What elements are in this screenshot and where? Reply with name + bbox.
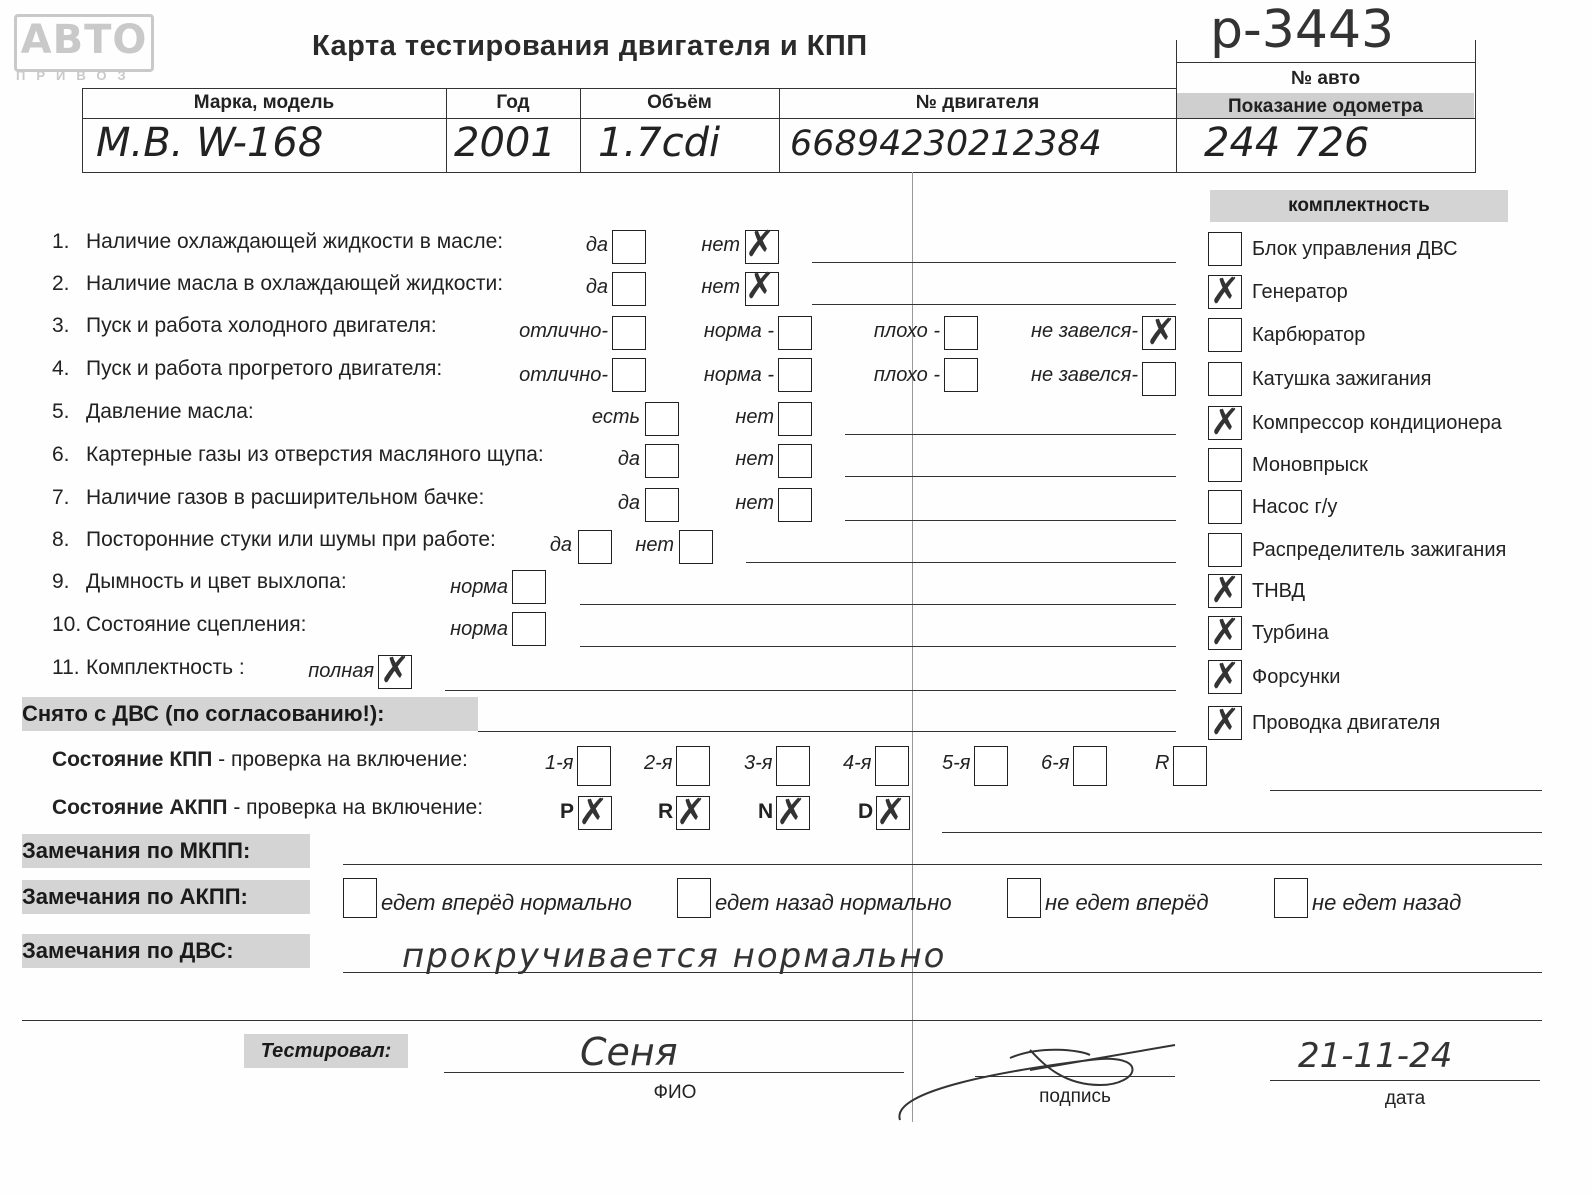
checkbox-q5-no[interactable]: [778, 402, 812, 436]
akpp-remark-label: не едет назад: [1312, 890, 1462, 915]
check-mark-icon: ✗: [380, 650, 411, 691]
value-year: 2001: [454, 120, 556, 166]
question-text: Дымность и цвет выхлопа:: [86, 570, 347, 593]
completeness-item-label: Распределитель зажигания: [1252, 539, 1507, 561]
question-number: 3.: [52, 314, 70, 337]
option-label: плохо -: [873, 320, 940, 342]
akpp-remark-checkbox[interactable]: [343, 878, 377, 918]
option-label: полная: [308, 660, 374, 682]
akpp-remark-checkbox[interactable]: [1274, 878, 1308, 918]
completeness-title: комплектность: [1210, 190, 1508, 222]
checkbox-q3-bad[interactable]: [944, 316, 978, 350]
check-mark-icon: ✗: [745, 224, 776, 265]
col-header-engine-no: № двигателя: [915, 92, 1040, 113]
question-number: 4.: [52, 357, 70, 380]
akpp-remark-checkbox[interactable]: [1007, 878, 1041, 918]
checkbox-q7-yes[interactable]: [645, 488, 679, 522]
checkbox-q4-excellent[interactable]: [612, 358, 646, 392]
akpp-remark-checkbox[interactable]: [677, 878, 711, 918]
kpp-gear-checkbox[interactable]: [577, 746, 611, 786]
value-engine-no: 66894230212384: [790, 124, 1102, 164]
option-label: да: [585, 276, 608, 298]
question-number: 8.: [52, 528, 70, 551]
checkbox-q1-yes[interactable]: [612, 230, 646, 264]
checkbox-q8-yes[interactable]: [578, 530, 612, 564]
value-volume: 1.7cdi: [598, 120, 721, 166]
removed-label: Снято с ДВС (по согласованию!):: [22, 697, 478, 731]
akpp-gear-label: N: [758, 800, 774, 823]
option-label: нет: [701, 276, 740, 298]
checkbox-q10-normal[interactable]: [512, 612, 546, 646]
value-odometer: 244 726: [1204, 120, 1370, 166]
option-label: плохо -: [873, 364, 940, 386]
gear-label: 1-я: [545, 752, 574, 774]
question-text: Наличие газов в расширительном бачке:: [86, 486, 485, 509]
question-text: Комплектность :: [86, 656, 245, 679]
checkbox-q8-no[interactable]: [679, 530, 713, 564]
check-mark-icon: ✗: [1210, 271, 1241, 312]
fio-label: ФИО: [653, 1082, 697, 1103]
option-label: норма: [450, 618, 508, 640]
signature-icon: [890, 1030, 1190, 1130]
tested-label: Тестировал:: [244, 1034, 408, 1068]
col-header-volume: Объём: [647, 92, 712, 113]
option-label: не завелся-: [1031, 364, 1138, 386]
option-label: нет: [635, 534, 674, 556]
checkbox-q5-yes[interactable]: [645, 402, 679, 436]
akpp-remark-label: едет вперёд нормально: [381, 890, 632, 915]
gear-label: 6-я: [1041, 752, 1070, 774]
check-mark-icon: ✗: [776, 792, 807, 833]
option-label: нет: [735, 406, 774, 428]
completeness-checkbox[interactable]: [1208, 232, 1242, 266]
completeness-item-label: Генератор: [1252, 281, 1348, 303]
kpp-gear-checkbox[interactable]: [875, 746, 909, 786]
checkbox-q7-no[interactable]: [778, 488, 812, 522]
gear-label: 5-я: [942, 752, 971, 774]
question-text: Наличие охлаждающей жидкости в масле:: [86, 230, 504, 253]
question-number: 1.: [52, 230, 70, 253]
kpp-gear-checkbox[interactable]: [974, 746, 1008, 786]
question-text: Наличие масла в охлаждающей жидкости:: [86, 272, 504, 295]
option-label: да: [617, 492, 640, 514]
question-text: Пуск и работа холодного двигателя:: [86, 314, 437, 337]
checkbox-q4-bad[interactable]: [944, 358, 978, 392]
remarks-dvs-handwritten: прокручивается нормально: [402, 936, 947, 976]
signature-label: подпись: [1039, 1086, 1111, 1107]
check-mark-icon: ✗: [578, 792, 609, 833]
question-number: 6.: [52, 443, 70, 466]
logo: АВТО: [14, 14, 154, 72]
option-label: нет: [735, 492, 774, 514]
question-number: 9.: [52, 570, 70, 593]
question-text: Посторонние стуки или шумы при работе:: [86, 528, 496, 551]
car-number-handwritten: р-3443: [1210, 0, 1395, 60]
check-mark-icon: ✗: [1210, 656, 1241, 697]
completeness-item-label: Карбюратор: [1252, 324, 1366, 346]
check-mark-icon: ✗: [1210, 702, 1241, 743]
check-mark-icon: ✗: [745, 266, 776, 307]
checkbox-q4-no-start[interactable]: [1142, 362, 1176, 396]
page-title: Карта тестирования двигателя и КПП: [312, 30, 868, 62]
check-mark-icon: ✗: [1210, 612, 1241, 653]
checkbox-q3-normal[interactable]: [778, 316, 812, 350]
date-handwritten: 21-11-24: [1298, 1036, 1453, 1076]
completeness-item-label: Блок управления ДВС: [1252, 238, 1458, 260]
check-mark-icon: ✗: [1210, 402, 1241, 443]
checkbox-q4-normal[interactable]: [778, 358, 812, 392]
kpp-gear-checkbox[interactable]: [676, 746, 710, 786]
question-text: Состояние сцепления:: [86, 613, 307, 636]
completeness-item-label: Компрессор кондиционера: [1252, 412, 1502, 434]
option-label: нет: [701, 234, 740, 256]
gear-label: 2-я: [644, 752, 673, 774]
completeness-item-label: Насос г/у: [1252, 496, 1338, 518]
tester-name-handwritten: Сеня: [580, 1030, 678, 1074]
gear-label: R: [1155, 752, 1170, 774]
remarks-dvs-label: Замечания по ДВС:: [22, 934, 310, 968]
option-label: нет: [735, 448, 774, 470]
akpp-remark-label: едет назад нормально: [715, 890, 952, 915]
gear-label: 3-я: [744, 752, 773, 774]
option-label: отлично-: [519, 320, 608, 342]
question-text: Картерные газы из отверстия масляного щупа:: [86, 443, 544, 466]
date-label: дата: [1384, 1088, 1426, 1109]
completeness-item-label: Катушка зажигания: [1252, 368, 1432, 390]
kpp-gear-checkbox[interactable]: [1173, 746, 1207, 786]
question-text: Пуск и работа прогретого двигателя:: [86, 357, 443, 380]
completeness-item-label: Форсунки: [1252, 666, 1341, 688]
completeness-checkbox[interactable]: [1208, 318, 1242, 352]
col-header-car-no: № авто: [1290, 68, 1361, 89]
completeness-item-label: ТНВД: [1252, 580, 1306, 602]
check-mark-icon: ✗: [676, 792, 707, 833]
completeness-item-label: Моновпрыск: [1252, 454, 1368, 476]
akpp-remark-label: не едет вперёд: [1045, 890, 1209, 915]
option-label: отлично-: [519, 364, 608, 386]
option-label: есть: [591, 406, 640, 428]
col-header-odometer: Показание одометра: [1228, 96, 1423, 117]
col-header-model: Марка, модель: [193, 92, 335, 113]
completeness-checkbox[interactable]: [1208, 362, 1242, 396]
checkbox-q2-yes[interactable]: [612, 272, 646, 306]
option-label: норма -: [703, 364, 774, 386]
question-number: 7.: [52, 486, 70, 509]
checkbox-q6-yes[interactable]: [645, 444, 679, 478]
gear-label: 4-я: [843, 752, 872, 774]
remarks-mkpp-label: Замечания по МКПП:: [22, 834, 310, 868]
check-mark-icon: ✗: [876, 792, 907, 833]
kpp-gear-checkbox[interactable]: [776, 746, 810, 786]
kpp-gear-checkbox[interactable]: [1073, 746, 1107, 786]
completeness-checkbox[interactable]: [1208, 533, 1242, 567]
question-text: Давление масла:: [86, 400, 254, 423]
option-label: норма -: [703, 320, 774, 342]
option-label: не завелся-: [1031, 320, 1138, 342]
option-label: да: [617, 448, 640, 470]
akpp-gear-label: R: [658, 800, 674, 823]
question-number: 11.: [52, 656, 80, 679]
option-label: да: [549, 534, 572, 556]
completeness-item-label: Проводка двигателя: [1252, 712, 1441, 734]
question-number: 2.: [52, 272, 70, 295]
col-header-year: Год: [496, 92, 530, 113]
logo-subtitle: ПРИВОЗ: [16, 68, 137, 83]
checkbox-q9-normal[interactable]: [512, 570, 546, 604]
completeness-checkbox[interactable]: [1208, 490, 1242, 524]
completeness-item-label: Турбина: [1252, 622, 1329, 644]
checkbox-q6-no[interactable]: [778, 444, 812, 478]
akpp-label: Состояние АКПП - проверка на включение:: [52, 796, 484, 819]
akpp-gear-label: P: [560, 800, 575, 823]
option-label: да: [585, 234, 608, 256]
remarks-akpp-label: Замечания по АКПП:: [22, 880, 310, 914]
checkbox-q3-excellent[interactable]: [612, 316, 646, 350]
completeness-checkbox[interactable]: [1208, 448, 1242, 482]
check-mark-icon: ✗: [1146, 312, 1177, 353]
question-number: 5.: [52, 400, 70, 423]
kpp-label: Состояние КПП - проверка на включение:: [52, 748, 468, 771]
value-model: M.B. W-168: [96, 120, 324, 166]
option-label: норма: [450, 576, 508, 598]
check-mark-icon: ✗: [1210, 570, 1241, 611]
akpp-gear-label: D: [858, 800, 874, 823]
question-number: 10.: [52, 613, 82, 636]
